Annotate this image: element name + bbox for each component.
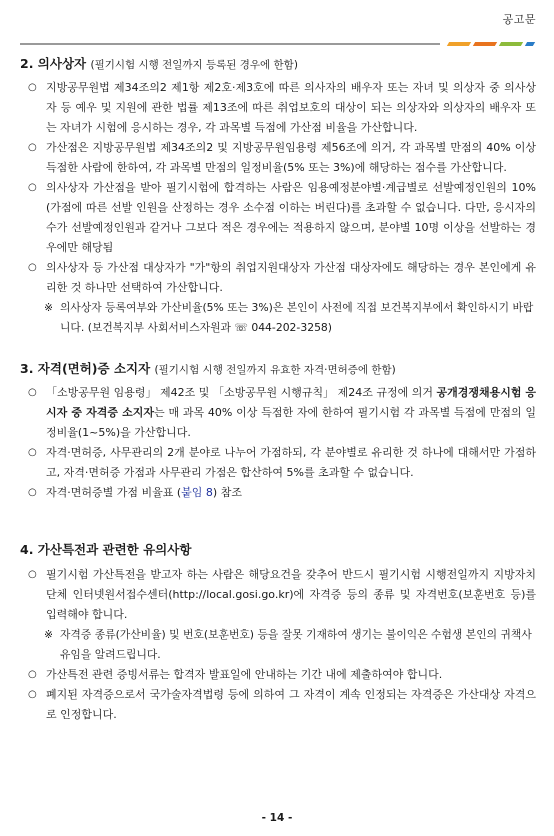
header-stripe-red: [473, 42, 497, 46]
section-subtitle: (필기시험 시행 전일까지 유효한 자격·면허증에 한함): [154, 364, 396, 376]
item-text: 의사상자 등 가산점 대상자가 "가"항의 취업지원대상자 가산점 대상자에도 해당하는 경우 본인에게 유리한 것 하나만 선택하여 가산합니다.: [46, 261, 536, 294]
circle-bullet-icon: ○: [28, 487, 37, 498]
reference-mark-icon: ※: [44, 301, 54, 314]
section-title: 4. 가산특전과 관련한 유의사항: [20, 542, 192, 557]
list-item: [20, 383, 536, 443]
circle-bullet-icon: ○: [28, 182, 37, 193]
header-stripe-blue: [525, 42, 535, 46]
header-divider: [20, 42, 532, 45]
list-item: [20, 483, 536, 503]
item-text: 자격·면허증, 사무관리의 2개 분야로 나누어 가점하되, 각 분야별로 유리한 것 하나에 대해서만 가점하고, 자격·면허증 가점과 사무관리 가점은 합산하여 5%를 초과할 수 없습니다.: [46, 446, 536, 479]
item-text: 필기시험 가산특전을 받고자 하는 사람은 해당요건을 갖추어 반드시 필기시험 시행전일까지 지방자치단체 인터넷원서접수센터(http://local.gosi.go.kr)에 자격증 등의 종류 및 자격번호(보훈번호 등)를 입력해야 합니다.: [46, 568, 536, 621]
section-heading: [20, 55, 536, 74]
circle-bullet-icon: ○: [28, 569, 37, 580]
section-3: [20, 360, 536, 503]
header-stripe-orange: [447, 42, 471, 46]
circle-bullet-icon: ○: [28, 669, 37, 680]
circle-bullet-icon: ○: [28, 689, 37, 700]
list-item: [20, 78, 536, 138]
emphasis-text: 공개경쟁채용시험 응시자 중 자격증 소지자: [46, 386, 536, 419]
circle-bullet-icon: ○: [28, 387, 37, 398]
section-4: [20, 541, 536, 725]
reference-mark-icon: ※: [44, 628, 54, 641]
section-title: 2. 의사상자: [20, 56, 87, 71]
circle-bullet-icon: ○: [28, 82, 37, 93]
header-stripe-green: [499, 42, 523, 46]
header-rule: [20, 43, 440, 45]
header-label: 공고문: [502, 13, 536, 26]
circle-bullet-icon: ○: [28, 262, 37, 273]
list-item: [20, 258, 536, 298]
document-body: [20, 55, 536, 725]
list-item: [20, 665, 536, 685]
emphasis-text: 붙임 8: [181, 486, 213, 499]
item-text: 「소방공무원 임용령」 제42조 및 「소방공무원 시행규칙」 제24조 규정에 의거 공개경쟁채용시험 응시자 중 자격증 소지자는 매 과목 40% 이상 득점한 자에 한하여 필기시험 각 과목별 득점에 만점의 일정비율(1~5%)을 가산합니다.: [46, 386, 536, 439]
list-item: [20, 138, 536, 178]
section-heading: [20, 541, 536, 559]
list-item: [20, 685, 536, 725]
item-text: 가산점은 지방공무원법 제34조의2 및 지방공무원임용령 제56조에 의거, 각 과목별 만점의 40% 이상 득점한 사람에 한하여, 각 과목별 만점의 일정비율(5% 또는 3%)에 해당하는 점수를 가산합니다.: [46, 141, 536, 174]
item-text: 자격·면허증별 가점 비율표 (붙임 8) 참조: [46, 486, 242, 499]
item-text: 가산특전 관련 증빙서류는 합격자 발표일에 안내하는 기간 내에 제출하여야 합니다.: [46, 668, 443, 681]
note-text: 의사상자 등록여부와 가산비율(5% 또는 3%)은 본인이 사전에 직접 보건복지부에서 확인하시기 바랍니다. (보건복지부 사회서비스자원과 ☏ 044-202-3258): [60, 301, 534, 334]
circle-bullet-icon: ○: [28, 142, 37, 153]
section-subtitle: (필기시험 시행 전일까지 등록된 경우에 한함): [90, 59, 298, 71]
section-2: [20, 55, 536, 338]
list-item: [20, 443, 536, 483]
page-number: - 14 -: [261, 812, 293, 824]
list-item: [20, 178, 536, 258]
note-item: [20, 625, 536, 665]
note-text: 자격증 종류(가산비율) 및 번호(보훈번호) 등을 잘못 기재하여 생기는 불이익은 수험생 본인의 귀책사유임을 알려드립니다.: [60, 628, 532, 661]
circle-bullet-icon: ○: [28, 447, 37, 458]
item-text: 폐지된 자격증으로서 국가술자격법령 등에 의하여 그 자격이 계속 인정되는 자격증은 가산대상 자격으로 인정합니다.: [46, 688, 536, 721]
note-item: [20, 298, 536, 338]
section-heading: [20, 360, 536, 379]
item-text: 의사상자 가산점을 받아 필기시험에 합격하는 사람은 임용예정분야별·계급별로 선발예정인원의 10%(가점에 따른 선발 인원을 산정하는 경우 소수점 이하는 버린다)를 초과할 수 없습니다. 다만, 응시자의 수가 선발예정인원과 같거나 그보다 적은 경우에는 적용하지 않으며, 분야별 10명 이상을 선발하는 경우에만 해당됨: [46, 181, 536, 254]
item-text: 지방공무원법 제34조의2 제1항 제2호·제3호에 따른 의사자의 배우자 또는 자녀 및 의상자 중 의사상자 등 예우 및 지원에 관한 법률 제13조에 따른 취업보호의 대상이 되는 의상자와 의상자의 배우자 또는 자녀가 시험에 응시하는 경우, 각 과목별 득점에 가산점 비율을 가산합니다.: [46, 81, 536, 134]
list-item: [20, 565, 536, 625]
section-title: 3. 자격(면허)증 소지자: [20, 361, 151, 376]
